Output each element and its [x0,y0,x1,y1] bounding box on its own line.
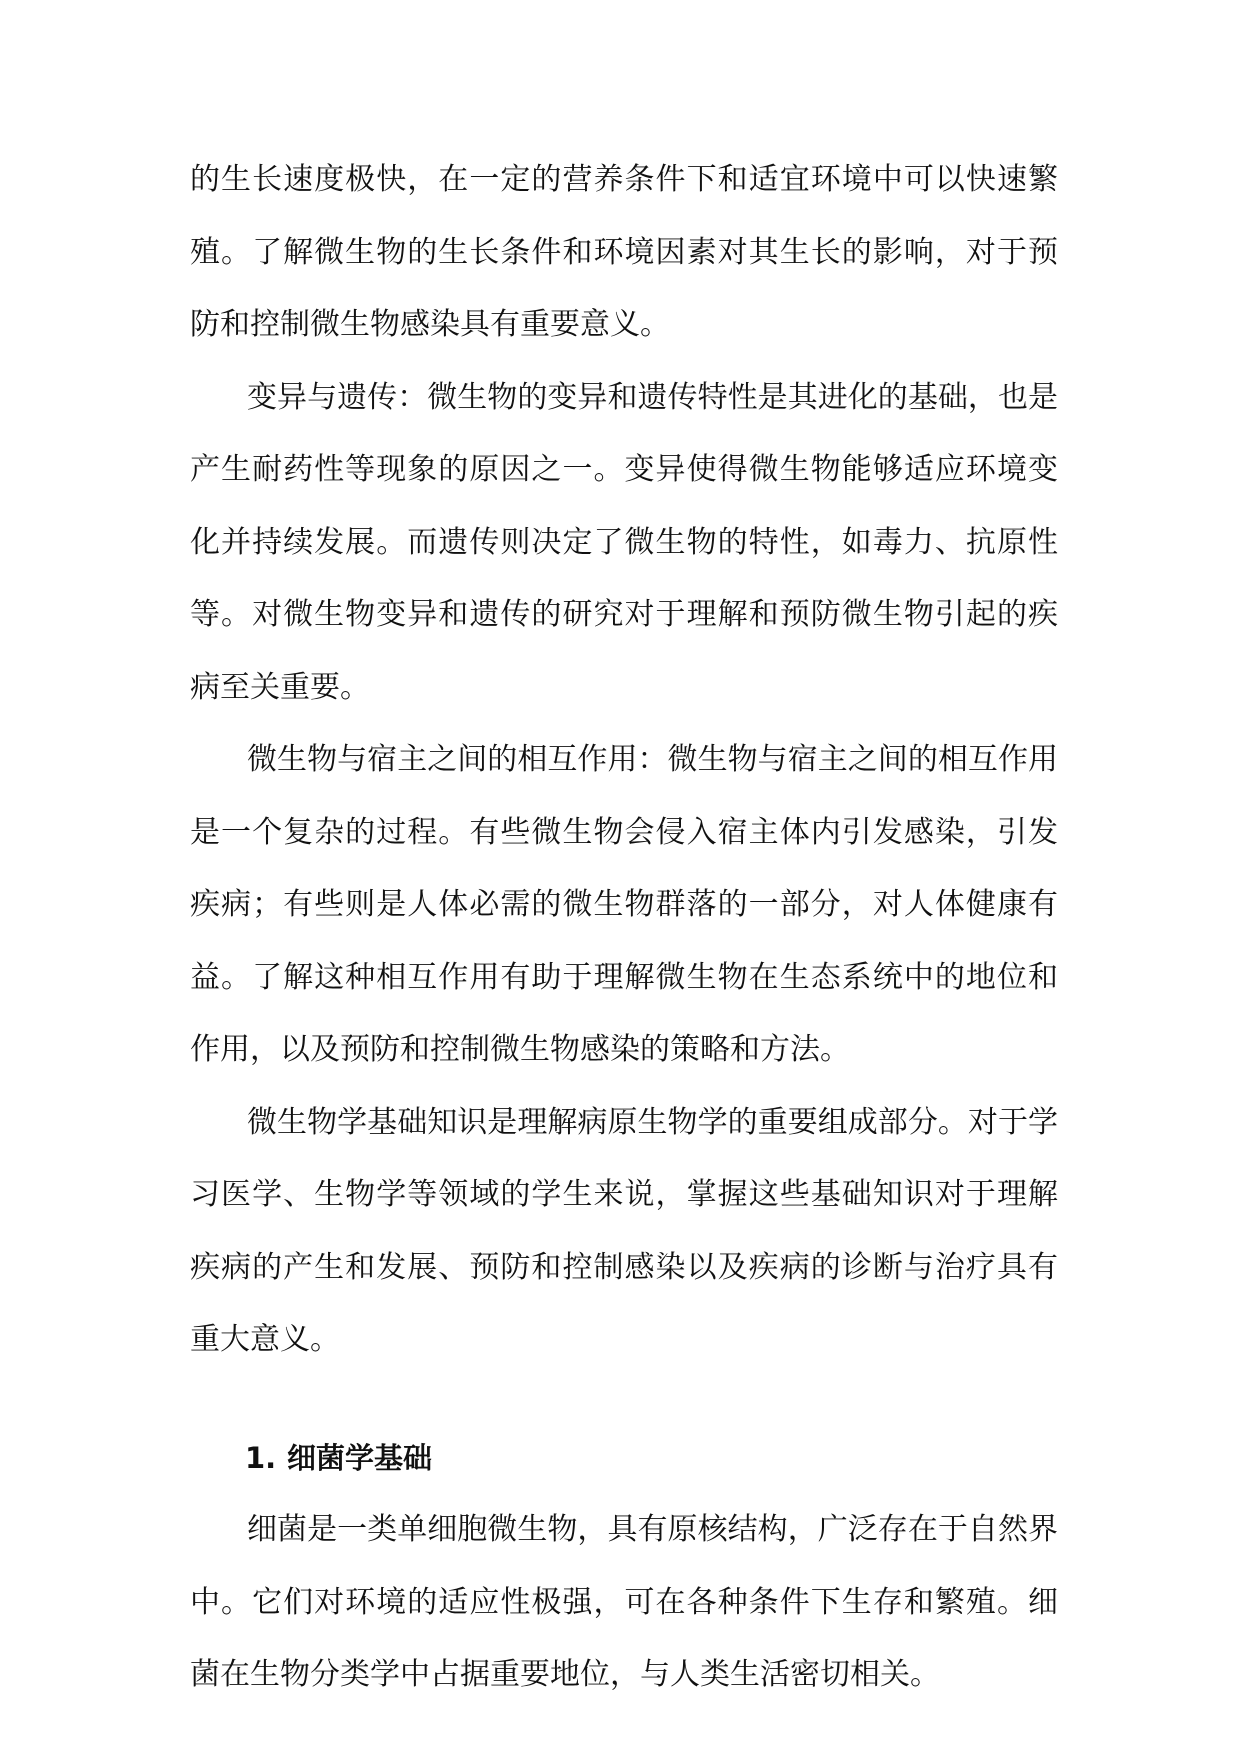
paragraph-growth-continuation: 的生长速度极快，在一定的营养条件下和适宜环境中可以快速繁殖。了解微生物的生长条件和环境因素对其生长的影响，对于预防和控制微生物感染具有重要意义。 [190,162,1058,342]
paragraph-bacteria-intro: 细菌是一类单细胞微生物，具有原核结构，广泛存在于自然界中。它们对环境的适应性极强，可在各种条件下生存和繁殖。细菌在生物分类学中占据重要地位，与人类生活密切相关。 [190,1512,1058,1692]
paragraph-summary: 微生物学基础知识是理解病原生物学的重要组成部分。对于学习医学、生物学等领域的学生来说，掌握这些基础知识对于理解疾病的产生和发展、预防和控制感染以及疾病的诊断与治疗具有重大意义。 [190,1104,1058,1357]
document-body [190,144,1058,1712]
section-number: 1. [245,1440,277,1475]
section-heading [190,1422,1058,1495]
paragraph-host-interaction: 微生物与宿主之间的相互作用：微生物与宿主之间的相互作用是一个复杂的过程。有些微生物会侵入宿主体内引发感染，引发疾病；有些则是人体必需的微生物群落的一部分，对人体健康有益。了解这种相互作用有助于理解微生物在生态系统中的地位和作用，以及预防和控制微生物感染的策略和方法。 [190,742,1058,1067]
section-title: 细菌学基础 [287,1440,433,1475]
paragraph-variation-heredity: 变异与遗传：微生物的变异和遗传特性是其进化的基础，也是产生耐药性等现象的原因之一。变异使得微生物能够适应环境变化并持续发展。而遗传则决定了微生物的特性，如毒力、抗原性等。对微生物变异和遗传的研究对于理解和预防微生物引起的疾病至关重要。 [190,379,1058,705]
